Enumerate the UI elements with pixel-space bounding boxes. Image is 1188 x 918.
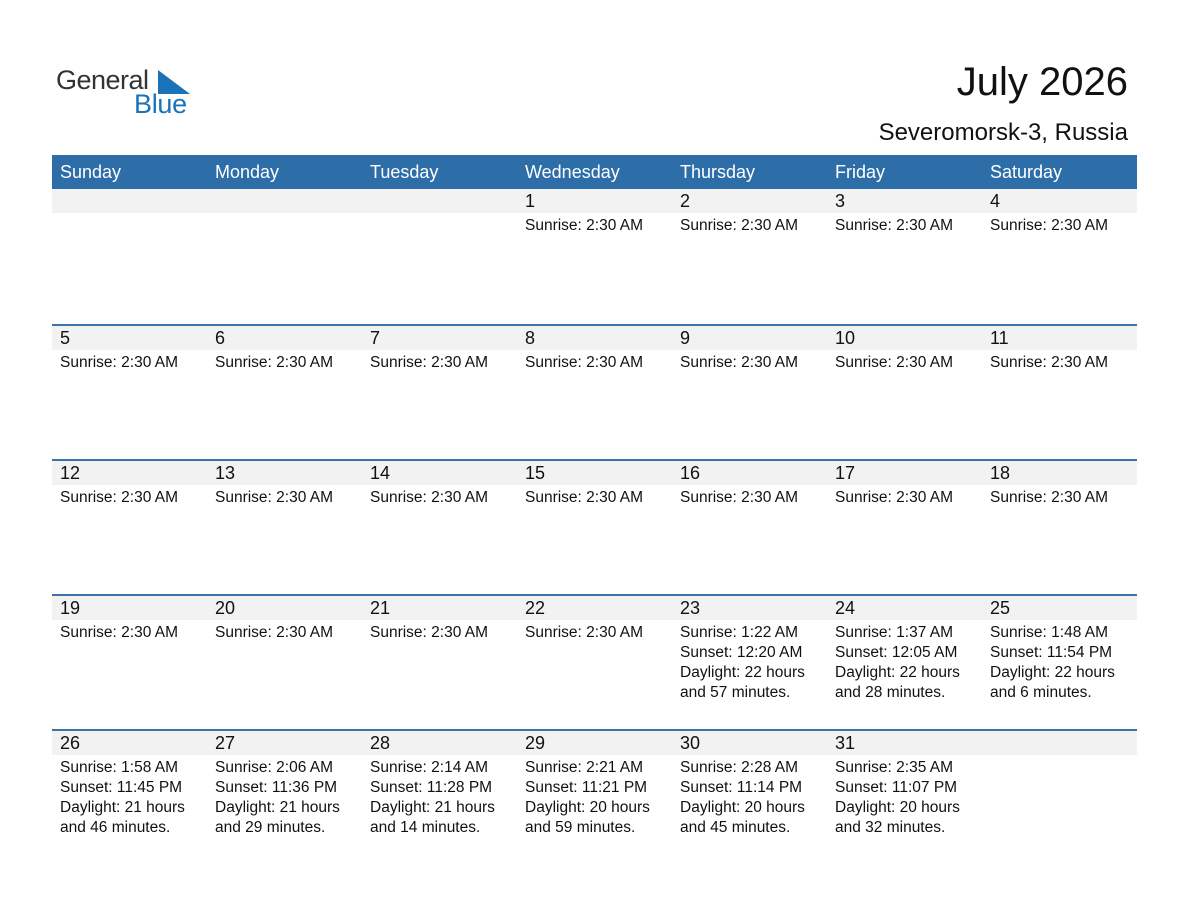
day-detail-line: Sunrise: 2:30 AM bbox=[525, 354, 644, 371]
day-detail-line: Daylight: 20 hours bbox=[680, 799, 805, 816]
day-detail-line: and 57 minutes. bbox=[680, 684, 791, 701]
day-number: 13 bbox=[207, 461, 362, 485]
day-number: 17 bbox=[827, 461, 982, 485]
day-detail-line: Sunset: 11:36 PM bbox=[215, 779, 338, 796]
day-cell bbox=[52, 596, 207, 729]
day-number: 22 bbox=[517, 596, 672, 620]
day-details bbox=[362, 350, 517, 373]
day-detail-line: Sunrise: 2:30 AM bbox=[990, 217, 1109, 234]
day-details bbox=[362, 213, 517, 216]
calendar-week bbox=[52, 594, 1137, 729]
day-detail-line: and 46 minutes. bbox=[60, 819, 171, 836]
day-details bbox=[982, 213, 1137, 236]
day-detail-line: and 59 minutes. bbox=[525, 819, 636, 836]
day-details bbox=[827, 350, 982, 373]
day-number: 14 bbox=[362, 461, 517, 485]
day-detail-line: Sunrise: 2:30 AM bbox=[370, 354, 489, 371]
day-details bbox=[362, 620, 517, 643]
day-detail-line: Sunrise: 2:30 AM bbox=[835, 217, 954, 234]
day-number: 26 bbox=[52, 731, 207, 755]
day-number: 30 bbox=[672, 731, 827, 755]
day-number: 1 bbox=[517, 189, 672, 213]
day-cell bbox=[672, 189, 827, 324]
day-details bbox=[672, 485, 827, 508]
weekday-thursday: Thursday bbox=[680, 162, 756, 182]
day-detail-line: Sunrise: 2:30 AM bbox=[680, 217, 799, 234]
day-number: 24 bbox=[827, 596, 982, 620]
day-details bbox=[827, 485, 982, 508]
day-details bbox=[982, 755, 1137, 758]
day-number bbox=[982, 731, 1137, 755]
day-detail-line: and 14 minutes. bbox=[370, 819, 481, 836]
day-detail-line: Sunrise: 2:30 AM bbox=[680, 354, 799, 371]
day-number: 11 bbox=[982, 326, 1137, 350]
day-cell bbox=[827, 461, 982, 594]
day-detail-line: Sunrise: 2:30 AM bbox=[990, 489, 1109, 506]
day-cell bbox=[827, 189, 982, 324]
day-number: 23 bbox=[672, 596, 827, 620]
weekday-tuesday: Tuesday bbox=[370, 162, 439, 182]
day-number: 29 bbox=[517, 731, 672, 755]
day-details bbox=[207, 755, 362, 838]
day-detail-line: Sunset: 11:54 PM bbox=[990, 644, 1113, 661]
day-detail-line: Sunrise: 2:21 AM bbox=[525, 759, 644, 776]
day-detail-line: Sunrise: 2:30 AM bbox=[215, 354, 334, 371]
day-number: 16 bbox=[672, 461, 827, 485]
weekday-sunday: Sunday bbox=[60, 162, 122, 182]
day-cell bbox=[52, 731, 207, 864]
calendar-week bbox=[52, 324, 1137, 459]
day-number: 19 bbox=[52, 596, 207, 620]
day-detail-line: Daylight: 20 hours bbox=[835, 799, 960, 816]
day-detail-line: Sunset: 11:07 PM bbox=[835, 779, 958, 796]
day-number: 9 bbox=[672, 326, 827, 350]
day-details bbox=[982, 620, 1137, 703]
day-details bbox=[207, 350, 362, 373]
day-details bbox=[517, 485, 672, 508]
day-number bbox=[207, 189, 362, 213]
calendar-weeks bbox=[52, 189, 1137, 864]
day-cell bbox=[517, 326, 672, 459]
day-details bbox=[52, 755, 207, 838]
day-detail-line: and 6 minutes. bbox=[990, 684, 1092, 701]
day-detail-line: Daylight: 21 hours bbox=[215, 799, 340, 816]
day-details bbox=[672, 350, 827, 373]
day-detail-line: Daylight: 22 hours bbox=[990, 664, 1115, 681]
day-detail-line: Sunrise: 2:30 AM bbox=[525, 624, 644, 641]
day-cell bbox=[982, 189, 1137, 324]
day-detail-line: Daylight: 22 hours bbox=[835, 664, 960, 681]
day-details bbox=[517, 620, 672, 643]
day-detail-line: Daylight: 21 hours bbox=[60, 799, 185, 816]
calendar-week bbox=[52, 729, 1137, 864]
day-detail-line: Daylight: 22 hours bbox=[680, 664, 805, 681]
day-detail-line: Sunrise: 2:35 AM bbox=[835, 759, 954, 776]
logo-general-text: General bbox=[56, 65, 149, 95]
day-details bbox=[207, 485, 362, 508]
day-cell bbox=[517, 461, 672, 594]
day-details bbox=[672, 755, 827, 838]
day-number: 21 bbox=[362, 596, 517, 620]
day-details bbox=[517, 350, 672, 373]
day-details bbox=[672, 213, 827, 236]
day-cell bbox=[982, 326, 1137, 459]
day-details bbox=[827, 620, 982, 703]
day-number: 3 bbox=[827, 189, 982, 213]
day-detail-line: Sunrise: 2:30 AM bbox=[990, 354, 1109, 371]
day-details bbox=[207, 213, 362, 216]
day-detail-line: Sunrise: 1:58 AM bbox=[60, 759, 179, 776]
day-detail-line: Sunrise: 2:30 AM bbox=[525, 489, 644, 506]
weekday-monday: Monday bbox=[215, 162, 280, 182]
day-cell bbox=[517, 189, 672, 324]
day-details bbox=[827, 213, 982, 236]
day-cell bbox=[982, 461, 1137, 594]
day-number bbox=[362, 189, 517, 213]
day-cell bbox=[207, 596, 362, 729]
day-number: 20 bbox=[207, 596, 362, 620]
day-number: 7 bbox=[362, 326, 517, 350]
calendar-week bbox=[52, 189, 1137, 324]
calendar-week bbox=[52, 459, 1137, 594]
day-detail-line: Sunrise: 2:30 AM bbox=[680, 489, 799, 506]
day-details bbox=[517, 213, 672, 236]
day-cell bbox=[52, 461, 207, 594]
calendar-grid bbox=[52, 155, 1137, 864]
day-cell bbox=[207, 189, 362, 324]
day-cell bbox=[672, 461, 827, 594]
day-detail-line: Sunrise: 2:28 AM bbox=[680, 759, 799, 776]
day-details bbox=[362, 485, 517, 508]
day-cell bbox=[362, 189, 517, 324]
day-cell bbox=[982, 596, 1137, 729]
day-number: 25 bbox=[982, 596, 1137, 620]
page-title: July 2026 bbox=[956, 60, 1128, 104]
location-subtitle: Severomorsk-3, Russia bbox=[878, 119, 1128, 146]
day-cell bbox=[52, 326, 207, 459]
day-cell bbox=[517, 731, 672, 864]
day-number: 2 bbox=[672, 189, 827, 213]
day-details bbox=[52, 213, 207, 216]
day-number: 10 bbox=[827, 326, 982, 350]
day-detail-line: Sunset: 12:05 AM bbox=[835, 644, 958, 661]
day-number: 4 bbox=[982, 189, 1137, 213]
weekday-wednesday: Wednesday bbox=[525, 162, 620, 182]
day-detail-line: Sunrise: 2:06 AM bbox=[215, 759, 334, 776]
day-detail-line: Sunrise: 2:30 AM bbox=[215, 624, 334, 641]
day-detail-line: and 45 minutes. bbox=[680, 819, 791, 836]
day-detail-line: Sunrise: 1:48 AM bbox=[990, 624, 1109, 641]
day-detail-line: Sunrise: 2:30 AM bbox=[60, 489, 179, 506]
day-cell bbox=[827, 731, 982, 864]
day-number: 12 bbox=[52, 461, 207, 485]
day-detail-line: Sunrise: 2:30 AM bbox=[835, 354, 954, 371]
day-cell bbox=[52, 189, 207, 324]
day-detail-line: Daylight: 21 hours bbox=[370, 799, 495, 816]
day-detail-line: Sunset: 11:45 PM bbox=[60, 779, 183, 796]
day-details bbox=[207, 620, 362, 643]
day-detail-line: Sunrise: 1:37 AM bbox=[835, 624, 954, 641]
day-cell bbox=[362, 461, 517, 594]
day-details bbox=[982, 485, 1137, 508]
day-number: 8 bbox=[517, 326, 672, 350]
weekday-saturday: Saturday bbox=[990, 162, 1063, 182]
day-detail-line: and 28 minutes. bbox=[835, 684, 946, 701]
day-detail-line: Sunrise: 2:30 AM bbox=[215, 489, 334, 506]
weekday-header bbox=[52, 155, 1137, 189]
day-cell bbox=[207, 731, 362, 864]
logo-blue-text: Blue bbox=[134, 89, 187, 119]
day-details bbox=[982, 350, 1137, 373]
weekday-friday: Friday bbox=[835, 162, 886, 182]
day-details bbox=[52, 350, 207, 373]
day-detail-line: Sunset: 11:21 PM bbox=[525, 779, 648, 796]
day-cell bbox=[362, 596, 517, 729]
day-detail-line: Sunrise: 2:14 AM bbox=[370, 759, 489, 776]
day-details bbox=[672, 620, 827, 703]
day-detail-line: Sunrise: 2:30 AM bbox=[525, 217, 644, 234]
day-detail-line: Sunrise: 1:22 AM bbox=[680, 624, 799, 641]
day-detail-line: Sunrise: 2:30 AM bbox=[370, 624, 489, 641]
day-detail-line: and 29 minutes. bbox=[215, 819, 326, 836]
day-cell bbox=[362, 731, 517, 864]
day-cell bbox=[827, 326, 982, 459]
day-number: 27 bbox=[207, 731, 362, 755]
day-detail-line: Sunset: 12:20 AM bbox=[680, 644, 803, 661]
day-details bbox=[827, 755, 982, 838]
day-cell bbox=[362, 326, 517, 459]
day-number: 18 bbox=[982, 461, 1137, 485]
day-number: 15 bbox=[517, 461, 672, 485]
day-detail-line: Sunrise: 2:30 AM bbox=[370, 489, 489, 506]
day-cell bbox=[827, 596, 982, 729]
day-detail-line: Sunrise: 2:30 AM bbox=[835, 489, 954, 506]
day-cell bbox=[672, 596, 827, 729]
day-cell bbox=[207, 461, 362, 594]
day-number: 28 bbox=[362, 731, 517, 755]
day-detail-line: Sunset: 11:28 PM bbox=[370, 779, 493, 796]
day-number: 5 bbox=[52, 326, 207, 350]
day-detail-line: Sunrise: 2:30 AM bbox=[60, 624, 179, 641]
day-detail-line: and 32 minutes. bbox=[835, 819, 946, 836]
day-detail-line: Daylight: 20 hours bbox=[525, 799, 650, 816]
day-details bbox=[52, 620, 207, 643]
day-detail-line: Sunrise: 2:30 AM bbox=[60, 354, 179, 371]
day-detail-line: Sunset: 11:14 PM bbox=[680, 779, 803, 796]
day-cell bbox=[672, 326, 827, 459]
day-number bbox=[52, 189, 207, 213]
day-details bbox=[517, 755, 672, 838]
day-cell bbox=[517, 596, 672, 729]
day-number: 6 bbox=[207, 326, 362, 350]
day-details bbox=[52, 485, 207, 508]
day-details bbox=[362, 755, 517, 838]
day-cell bbox=[207, 326, 362, 459]
day-cell bbox=[982, 731, 1137, 864]
brand-logo bbox=[56, 64, 206, 118]
day-cell bbox=[672, 731, 827, 864]
day-number: 31 bbox=[827, 731, 982, 755]
